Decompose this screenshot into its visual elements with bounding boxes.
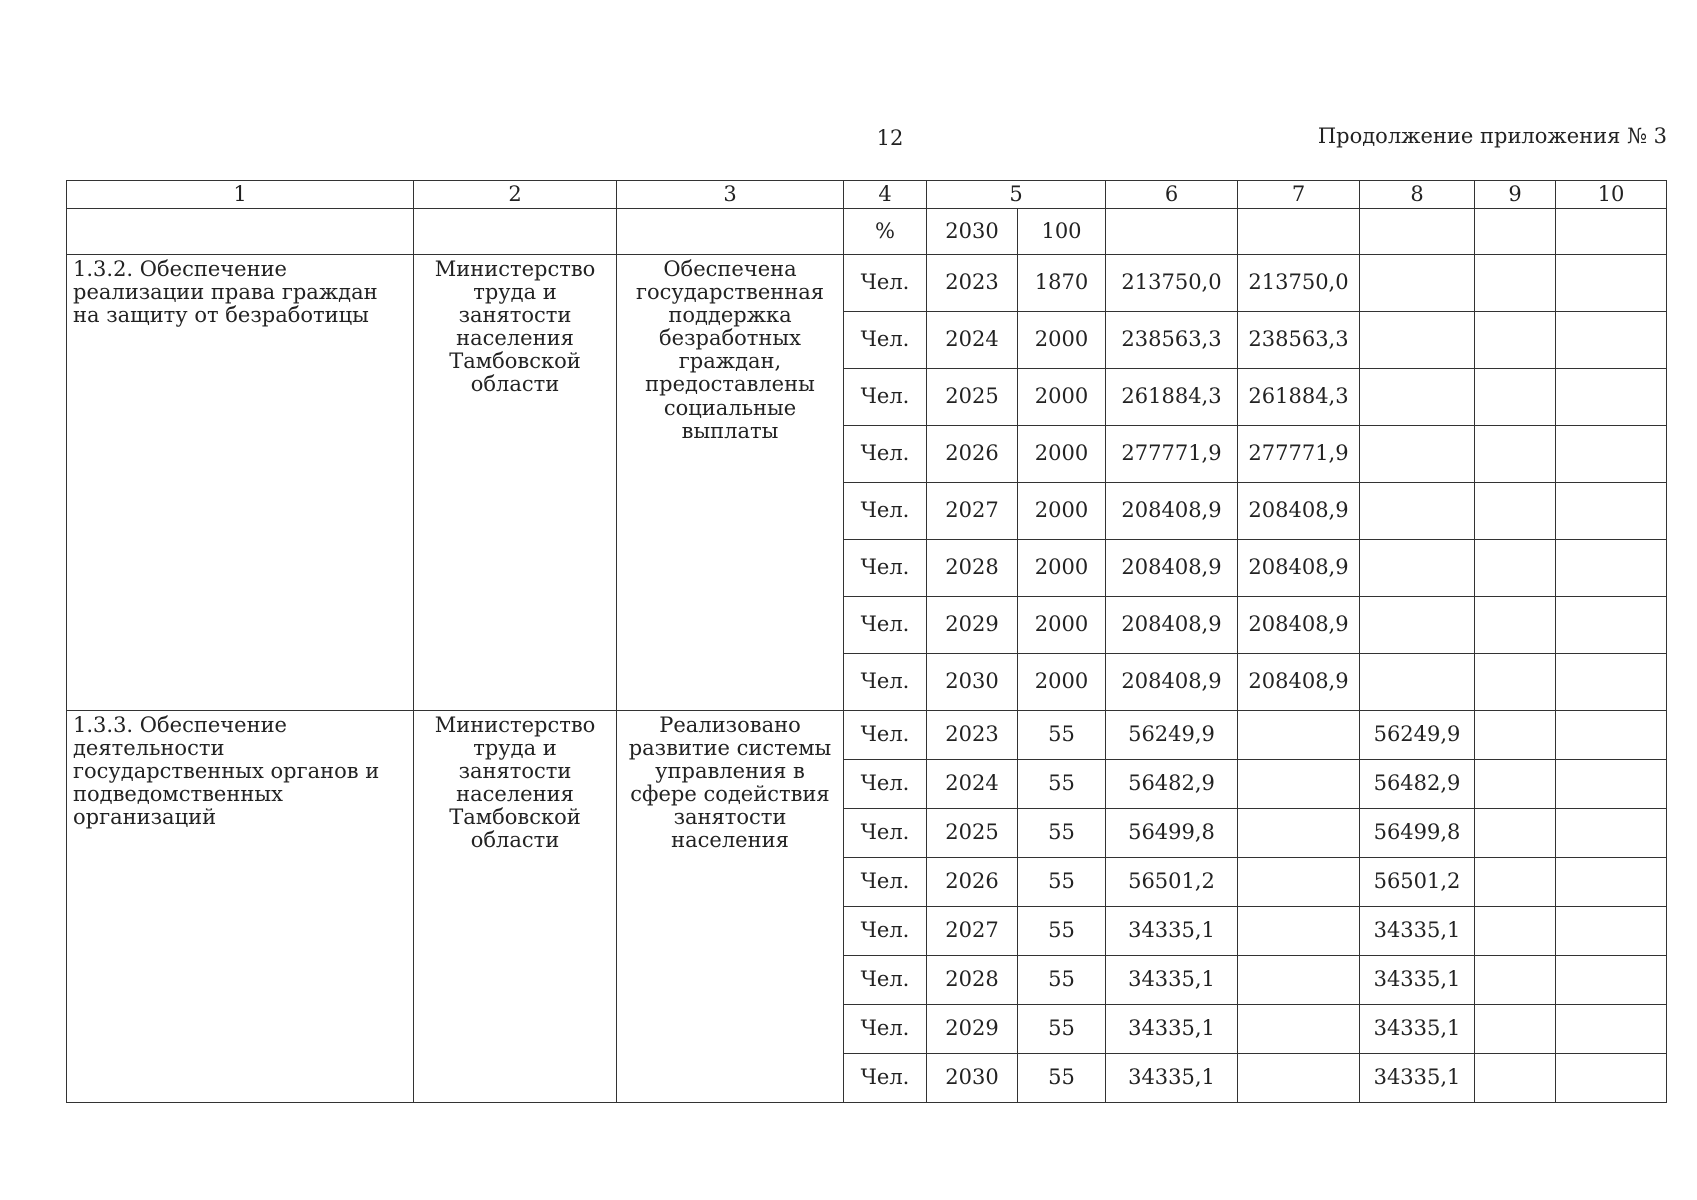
unit-cell: Чел.	[844, 1054, 927, 1103]
unit-cell: %	[844, 209, 927, 255]
empty-cell	[1360, 209, 1475, 255]
column-8-cell: 34335,1	[1360, 1054, 1475, 1103]
column-10-cell	[1556, 255, 1667, 312]
column-9-cell	[1475, 907, 1556, 956]
column-number: 9	[1475, 181, 1556, 209]
empty-cell	[414, 209, 617, 255]
column-9-cell	[1475, 760, 1556, 809]
year-cell: 2028	[927, 540, 1018, 597]
year-cell: 2029	[927, 597, 1018, 654]
year-cell: 2028	[927, 956, 1018, 1005]
total-amount-cell: 277771,9	[1106, 426, 1238, 483]
column-8-cell: 56501,2	[1360, 858, 1475, 907]
value-cell: 2000	[1018, 312, 1106, 369]
year-cell: 2025	[927, 809, 1018, 858]
year-cell: 2024	[927, 312, 1018, 369]
unit-cell: Чел.	[844, 956, 927, 1005]
value-cell: 55	[1018, 1054, 1106, 1103]
year-cell: 2023	[927, 255, 1018, 312]
unit-cell: Чел.	[844, 711, 927, 760]
column-8-cell	[1360, 369, 1475, 426]
column-8-cell: 56499,8	[1360, 809, 1475, 858]
column-number: 8	[1360, 181, 1475, 209]
column-9-cell	[1475, 426, 1556, 483]
column-7-cell	[1238, 1054, 1360, 1103]
empty-cell	[1556, 209, 1667, 255]
total-amount-cell: 208408,9	[1106, 654, 1238, 711]
column-7-cell	[1238, 809, 1360, 858]
column-10-cell	[1556, 312, 1667, 369]
year-cell: 2030	[927, 654, 1018, 711]
unit-cell: Чел.	[844, 483, 927, 540]
column-9-cell	[1475, 858, 1556, 907]
column-10-cell	[1556, 858, 1667, 907]
column-9-cell	[1475, 1054, 1556, 1103]
unit-cell: Чел.	[844, 540, 927, 597]
column-7-cell	[1238, 711, 1360, 760]
subheader-row	[67, 209, 1667, 255]
column-9-cell	[1475, 483, 1556, 540]
year-cell: 2027	[927, 483, 1018, 540]
value-cell: 2000	[1018, 369, 1106, 426]
column-8-cell	[1360, 597, 1475, 654]
value-cell: 2000	[1018, 597, 1106, 654]
column-8-cell	[1360, 540, 1475, 597]
year-cell: 2026	[927, 426, 1018, 483]
year-cell: 2027	[927, 907, 1018, 956]
unit-cell: Чел.	[844, 426, 927, 483]
column-10-cell	[1556, 540, 1667, 597]
unit-cell: Чел.	[844, 907, 927, 956]
column-7-cell	[1238, 907, 1360, 956]
year-cell: 2025	[927, 369, 1018, 426]
table-row	[67, 255, 1667, 312]
year-cell: 2023	[927, 711, 1018, 760]
executor-cell: Министерство труда и занятости населения Тамбовской области	[414, 255, 617, 711]
value-cell: 55	[1018, 809, 1106, 858]
column-9-cell	[1475, 956, 1556, 1005]
column-10-cell	[1556, 1005, 1667, 1054]
total-amount-cell: 208408,9	[1106, 483, 1238, 540]
total-amount-cell: 56249,9	[1106, 711, 1238, 760]
event-description-cell: 1.3.2. Обеспечение реализации права граждан на защиту от безработицы	[67, 255, 414, 711]
column-7-cell: 208408,9	[1238, 654, 1360, 711]
empty-cell	[1475, 209, 1556, 255]
column-7-cell: 277771,9	[1238, 426, 1360, 483]
total-amount-cell: 213750,0	[1106, 255, 1238, 312]
total-amount-cell: 56501,2	[1106, 858, 1238, 907]
column-10-cell	[1556, 760, 1667, 809]
total-amount-cell: 261884,3	[1106, 369, 1238, 426]
column-number: 3	[617, 181, 844, 209]
column-number-row	[67, 181, 1667, 209]
column-7-cell: 208408,9	[1238, 540, 1360, 597]
column-8-cell: 56482,9	[1360, 760, 1475, 809]
value-cell: 55	[1018, 956, 1106, 1005]
column-10-cell	[1556, 809, 1667, 858]
value-cell: 2000	[1018, 483, 1106, 540]
column-10-cell	[1556, 1054, 1667, 1103]
unit-cell: Чел.	[844, 858, 927, 907]
value-cell: 2000	[1018, 426, 1106, 483]
unit-cell: Чел.	[844, 1005, 927, 1054]
year-cell: 2030	[927, 209, 1018, 255]
total-amount-cell: 56499,8	[1106, 809, 1238, 858]
total-amount-cell: 34335,1	[1106, 1005, 1238, 1054]
program-table	[66, 180, 1667, 1103]
unit-cell: Чел.	[844, 809, 927, 858]
table-row	[67, 711, 1667, 760]
column-9-cell	[1475, 312, 1556, 369]
column-8-cell: 34335,1	[1360, 907, 1475, 956]
total-amount-cell: 34335,1	[1106, 907, 1238, 956]
column-7-cell: 238563,3	[1238, 312, 1360, 369]
unit-cell: Чел.	[844, 312, 927, 369]
column-7-cell	[1238, 858, 1360, 907]
value-cell: 55	[1018, 858, 1106, 907]
column-10-cell	[1556, 483, 1667, 540]
column-7-cell: 213750,0	[1238, 255, 1360, 312]
column-number: 10	[1556, 181, 1667, 209]
unit-cell: Чел.	[844, 654, 927, 711]
empty-cell	[617, 209, 844, 255]
column-8-cell: 56249,9	[1360, 711, 1475, 760]
column-7-cell	[1238, 956, 1360, 1005]
column-8-cell	[1360, 483, 1475, 540]
value-cell: 55	[1018, 1005, 1106, 1054]
year-cell: 2030	[927, 1054, 1018, 1103]
column-7-cell: 208408,9	[1238, 597, 1360, 654]
column-10-cell	[1556, 597, 1667, 654]
column-10-cell	[1556, 654, 1667, 711]
column-8-cell: 34335,1	[1360, 1005, 1475, 1054]
result-cell: Обеспечена государственная поддержка безработных граждан, предоставлены социальные выплаты	[617, 255, 844, 711]
column-7-cell	[1238, 760, 1360, 809]
value-cell: 2000	[1018, 540, 1106, 597]
column-number: 1	[67, 181, 414, 209]
total-amount-cell: 238563,3	[1106, 312, 1238, 369]
column-10-cell	[1556, 711, 1667, 760]
total-amount-cell: 208408,9	[1106, 597, 1238, 654]
column-number: 7	[1238, 181, 1360, 209]
year-cell: 2024	[927, 760, 1018, 809]
column-9-cell	[1475, 654, 1556, 711]
column-7-cell	[1238, 1005, 1360, 1054]
empty-cell	[1238, 209, 1360, 255]
column-8-cell	[1360, 312, 1475, 369]
event-description-cell: 1.3.3. Обеспечение деятельности государственных органов и подведомственных организаций	[67, 711, 414, 1103]
total-amount-cell: 34335,1	[1106, 956, 1238, 1005]
column-9-cell	[1475, 369, 1556, 426]
value-cell: 55	[1018, 760, 1106, 809]
column-number: 4	[844, 181, 927, 209]
column-number: 6	[1106, 181, 1238, 209]
value-cell: 2000	[1018, 654, 1106, 711]
column-9-cell	[1475, 597, 1556, 654]
column-number: 5	[927, 181, 1106, 209]
value-cell: 55	[1018, 907, 1106, 956]
column-7-cell: 261884,3	[1238, 369, 1360, 426]
appendix-note: Продолжение приложения № 3	[1317, 124, 1667, 148]
column-8-cell	[1360, 654, 1475, 711]
column-9-cell	[1475, 711, 1556, 760]
column-10-cell	[1556, 956, 1667, 1005]
total-amount-cell: 34335,1	[1106, 1054, 1238, 1103]
year-cell: 2026	[927, 858, 1018, 907]
column-9-cell	[1475, 1005, 1556, 1054]
column-8-cell	[1360, 426, 1475, 483]
total-amount-cell: 56482,9	[1106, 760, 1238, 809]
column-9-cell	[1475, 540, 1556, 597]
column-9-cell	[1475, 809, 1556, 858]
column-10-cell	[1556, 369, 1667, 426]
year-cell: 2029	[927, 1005, 1018, 1054]
unit-cell: Чел.	[844, 760, 927, 809]
unit-cell: Чел.	[844, 255, 927, 312]
column-8-cell	[1360, 255, 1475, 312]
column-8-cell: 34335,1	[1360, 956, 1475, 1005]
unit-cell: Чел.	[844, 369, 927, 426]
column-10-cell	[1556, 907, 1667, 956]
column-number: 2	[414, 181, 617, 209]
result-cell: Реализовано развитие системы управления в сфере содействия занятости населения	[617, 711, 844, 1103]
total-amount-cell: 208408,9	[1106, 540, 1238, 597]
empty-cell	[1106, 209, 1238, 255]
column-7-cell: 208408,9	[1238, 483, 1360, 540]
unit-cell: Чел.	[844, 597, 927, 654]
value-cell: 100	[1018, 209, 1106, 255]
page-number: 12	[876, 126, 904, 150]
column-9-cell	[1475, 255, 1556, 312]
value-cell: 1870	[1018, 255, 1106, 312]
executor-cell: Министерство труда и занятости населения Тамбовской области	[414, 711, 617, 1103]
value-cell: 55	[1018, 711, 1106, 760]
column-10-cell	[1556, 426, 1667, 483]
empty-cell	[67, 209, 414, 255]
